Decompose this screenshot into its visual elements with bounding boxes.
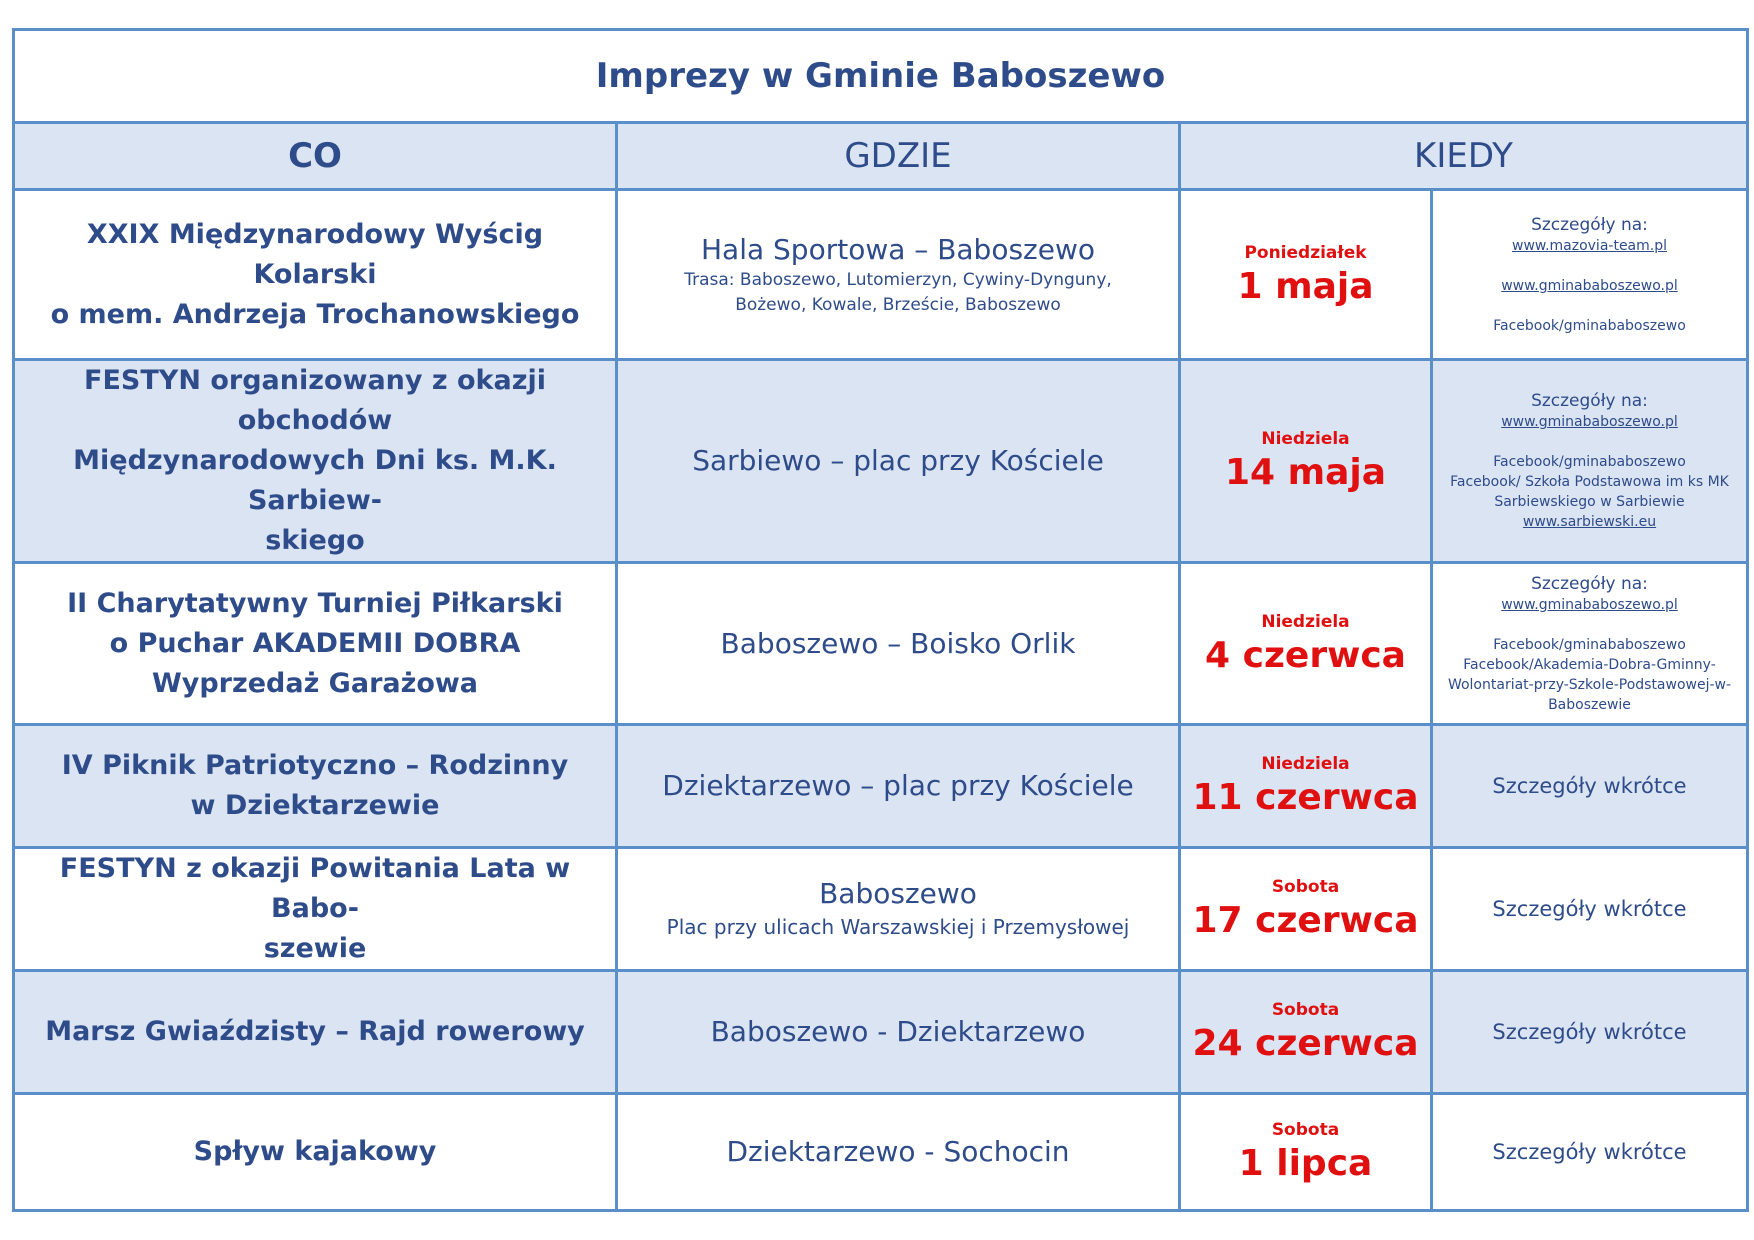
- event-details: Szczegóły wkrótce: [1432, 1094, 1748, 1211]
- event-details: Szczegóły wkrótce: [1432, 725, 1748, 848]
- event-date: [1180, 360, 1432, 563]
- event-weekday: Niedziela: [1261, 754, 1350, 774]
- table-row: [14, 563, 1748, 725]
- event-name: Marsz Gwiaździsty – Rajd rowerowy: [14, 971, 617, 1094]
- event-date-value: 14 maja: [1224, 452, 1387, 493]
- event-location: Dziektarzewo – plac przy Kościele: [617, 725, 1180, 848]
- event-name: FESTYN z okazji Powitania Lata w Babo- szewie: [14, 848, 617, 971]
- table-row: [14, 971, 1748, 1094]
- event-weekday: Sobota: [1271, 877, 1340, 897]
- table-row: [14, 1094, 1748, 1211]
- event-details: Szczegóły na: www.mazovia-team.pl www.gminababoszewo.pl Facebook/gminababoszewo: [1432, 190, 1748, 360]
- event-date: [1180, 1094, 1432, 1211]
- event-date: [1180, 563, 1432, 725]
- event-name: FESTYN organizowany z okazji obchodów Międzynarodowych Dni ks. M.K. Sarbiew- skiego: [14, 360, 617, 563]
- event-date-value: 1 maja: [1237, 265, 1374, 307]
- event-name: Spływ kajakowy: [14, 1094, 617, 1211]
- link-gminababoszewo[interactable]: www.gminababoszewo.pl: [1501, 596, 1678, 613]
- event-location: Baboszewo Plac przy ulicach Warszawskiej i Przemysłowej: [617, 848, 1180, 971]
- event-details: Szczegóły wkrótce: [1432, 971, 1748, 1094]
- event-location: Sarbiewo – plac przy Kościele: [617, 360, 1180, 563]
- event-weekday: Sobota: [1271, 1120, 1340, 1140]
- link-gminababoszewo[interactable]: www.gminababoszewo.pl: [1501, 277, 1678, 294]
- event-details: Szczegóły wkrótce: [1432, 848, 1748, 971]
- event-date: [1180, 725, 1432, 848]
- table-row: [14, 360, 1748, 563]
- event-details: Szczegóły na: www.gminababoszewo.pl Facebook/gminababoszewo Facebook/Akademia-Dobra-Gminny- Wolontariat-przy-Szkole-Podstawowej-w- Baboszewie: [1432, 563, 1748, 725]
- event-name: IV Piknik Patriotyczno – Rodzinny w Dziektarzewie: [14, 725, 617, 848]
- event-weekday: Niedziela: [1261, 611, 1350, 632]
- event-name: II Charytatywny Turniej Piłkarski o Puchar AKADEMII DOBRA Wyprzedaż Garażowa: [14, 563, 617, 725]
- link-mazovia-team[interactable]: www.mazovia-team.pl: [1512, 237, 1667, 254]
- column-header-gdzie: GDZIE: [617, 123, 1180, 190]
- event-date-value: 4 czerwca: [1205, 634, 1406, 676]
- column-header-co: CO: [14, 123, 617, 190]
- event-date-value: 11 czerwca: [1192, 777, 1419, 818]
- events-table: [12, 28, 1749, 1212]
- event-details: Szczegóły na: www.gminababoszewo.pl Facebook/gminababoszewo Facebook/ Szkoła Podstawowa im ks MK Sarbiewskiego w Sarbiewie www.sarbiewski.eu: [1432, 360, 1748, 563]
- event-date-value: 1 lipca: [1238, 1143, 1373, 1184]
- link-gminababoszewo[interactable]: www.gminababoszewo.pl: [1501, 414, 1678, 430]
- event-location: Baboszewo – Boisko Orlik: [617, 563, 1180, 725]
- column-header-kiedy: KIEDY: [1180, 123, 1748, 190]
- event-date: [1180, 190, 1432, 360]
- page-title: Imprezy w Gminie Baboszewo: [14, 30, 1748, 123]
- event-location: Hala Sportowa – Baboszewo Trasa: Baboszewo, Lutomierzyn, Cywiny-Dynguny, Bożewo, Kowale, Brzeście, Baboszewo: [617, 190, 1180, 360]
- event-date-value: 24 czerwca: [1192, 1023, 1419, 1064]
- event-date: [1180, 848, 1432, 971]
- table-row: [14, 848, 1748, 971]
- event-weekday: Niedziela: [1261, 429, 1350, 449]
- table-row: [14, 725, 1748, 848]
- link-sarbiewski[interactable]: www.sarbiewski.eu: [1522, 514, 1657, 530]
- event-date-value: 17 czerwca: [1192, 900, 1419, 941]
- event-location: Dziektarzewo - Sochocin: [617, 1094, 1180, 1211]
- event-weekday: Sobota: [1271, 1000, 1340, 1020]
- table-row: [14, 190, 1748, 360]
- event-weekday: Poniedziałek: [1244, 242, 1367, 263]
- event-name: XXIX Międzynarodowy Wyścig Kolarski o mem. Andrzeja Trochanowskiego: [14, 190, 617, 360]
- event-location: Baboszewo - Dziektarzewo: [617, 971, 1180, 1094]
- event-date: [1180, 971, 1432, 1094]
